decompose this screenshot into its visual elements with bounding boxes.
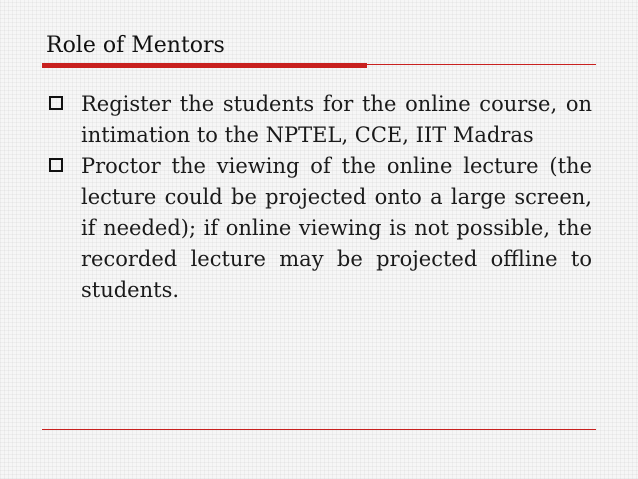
bottom-divider bbox=[42, 429, 596, 430]
slide-title: Role of Mentors bbox=[46, 33, 225, 58]
hollow-square-bullet-icon bbox=[49, 96, 63, 110]
bullet-list bbox=[46, 89, 592, 306]
bullet-text: Proctor the viewing of the online lecture (the lecture could be projected onto a large screen, if needed); if online viewing is not possible, the recorded lecture may be projected offline to students. bbox=[81, 154, 592, 302]
title-underline-accent bbox=[42, 63, 367, 68]
bullet-item bbox=[46, 89, 592, 151]
bullet-item bbox=[46, 151, 592, 306]
hollow-square-bullet-icon bbox=[49, 158, 63, 172]
bullet-text: Register the students for the online course, on intimation to the NPTEL, CCE, IIT Madras bbox=[81, 92, 592, 147]
